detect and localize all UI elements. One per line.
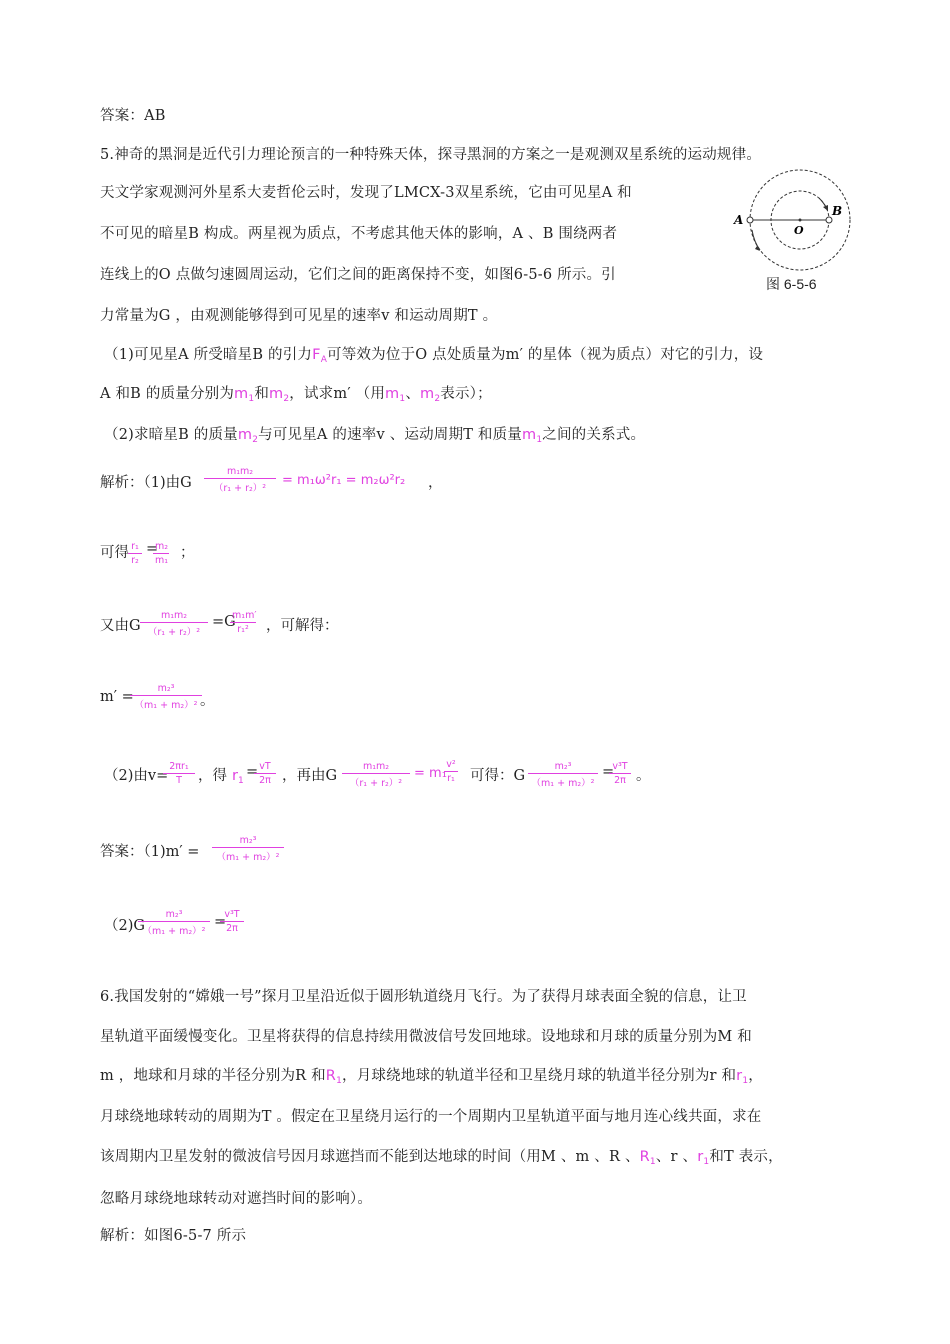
answer-2-rhs: v³T 2π: [220, 909, 244, 934]
q5-line-4: 连线上的O 点做匀速圆周运动，它们之间的距离保持不变，如图6-5-6 所示。引: [100, 267, 616, 283]
label-b: B: [832, 204, 843, 218]
answer-1-fraction: m₂³ （m₁ + m₂）²: [212, 835, 284, 863]
eq1-rhs: = m₁ω²r₁ = m₂ω²r₂: [282, 473, 406, 488]
answer-1-label: 答案：（1)m′ =: [100, 844, 200, 860]
q5-line-3: 不可见的暗星B 构成。两星视为质点，不考虑其他天体的影响，A 、B 围绕两者: [100, 226, 618, 242]
answer-2-fraction: m₂³ （m₁ + m₂）²: [138, 909, 210, 937]
q5-line-5: 力常量为G ，由观测能够得到可见星的速率v 和运动周期T 。: [100, 308, 498, 324]
fraction-g-eq2: m₁m₂ （r₁ + r₂）²: [140, 610, 208, 638]
q6-line-5: 该周期内卫星发射的微波信号因月球遮挡而不能到达地球的时间（用M 、m 、R 、$R_1$、r 、$r_1$和T 表示，: [100, 1149, 783, 1167]
solution-2-label: （2)由v=: [104, 768, 169, 784]
fraction-m2-m1: m₂ m₁: [155, 541, 169, 566]
fraction-g-eq1: m₁m₂ （r₁ + r₂）²: [204, 466, 276, 494]
fraction-r1-r2: r₁ r₂: [128, 541, 142, 566]
fraction-mprime: m₂³ （m₁ + m₂）²: [130, 683, 202, 711]
solution-gravity-label: 又由G: [100, 618, 141, 634]
center-o: [799, 219, 802, 222]
q6-line-2: 星轨道平面缓慢变化。卫星将获得的信息持续用微波信号发回地球。设地球和月球的质量分别为M 和: [100, 1029, 752, 1045]
fraction-m1mp: m₁m′ r₁²: [232, 610, 257, 635]
fraction-v3t-2pi: v³T 2π: [609, 761, 631, 786]
q5-part2-line: （2)求暗星B 的质量$m_2$与可见星A 的速率v 、运动周期T 和质量$m_1$之间的关系式。: [104, 427, 646, 445]
q5-part1-line1: （1)可见星A 所受暗星B 的引力$F_A$可等效为位于O 点处质量为m′ 的星体（视为质点）对它的引力，设: [104, 347, 764, 365]
solution-ratio-label: 可得: [100, 545, 129, 561]
q6-line-4: 月球绕地球转动的周期为T 。假定在卫星绕月运行的一个周期内卫星轨道平面与地月连心线共面，求在: [100, 1109, 762, 1125]
q5-part1-line2: A 和B 的质量分别为$m_1$和$m_2$，试求m′ （用$m_1$、$m_2$表示）；: [100, 386, 492, 404]
fraction-vt-2pi: vT 2π: [254, 761, 276, 786]
label-o: O: [794, 224, 804, 237]
figure-caption: 图 6-5-6: [766, 276, 817, 292]
fraction-v2-r1: v² r₁: [444, 759, 458, 784]
fraction-2pir1-t: 2πr₁ T: [163, 761, 195, 786]
symbol-r1: $r_1$: [232, 768, 244, 786]
q5-line-2: 天文学家观测河外星系大麦哲伦云时，发现了LMCX-3双星系统，它由可见星A 和: [100, 185, 632, 201]
fraction-final: m₂³ （m₁ + m₂）²: [528, 761, 598, 789]
star-a: [747, 217, 753, 223]
q5-line-1: 5.神奇的黑洞是近代引力理论预言的一种特殊天体，探寻黑洞的方案之一是观测双星系统的运动规律。: [100, 147, 762, 163]
q6-solution-label: 解析：如图6-5-7 所示: [100, 1228, 247, 1244]
arrow-a: [752, 230, 760, 250]
q6-line-6: 忽略月球绕地球转动对遮挡时间的影响）。: [100, 1191, 373, 1207]
solution-mprime: m′ =: [100, 689, 134, 705]
answer-ab: 答案：AB: [100, 108, 166, 124]
q6-line-3: m ，地球和月球的半径分别为R 和$R_1$，月球绕地球的轨道半径和卫星绕月球的轨道半径分别为r 和$r_1$，: [100, 1068, 763, 1086]
solution-1-label: 解析：（1)由G: [100, 475, 192, 491]
answer-2-label: （2)G: [104, 918, 145, 934]
symbol-fa: $F_A$: [312, 347, 328, 365]
fraction-g-eq3: m₁m₂ （r₁ + r₂）²: [342, 761, 410, 789]
label-a: A: [734, 213, 744, 227]
q6-line-1: 6.我国发射的“嫦娥一号”探月卫星沿近似于圆形轨道绕月飞行。为了获得月球表面全貌的信息，让卫: [100, 989, 747, 1005]
